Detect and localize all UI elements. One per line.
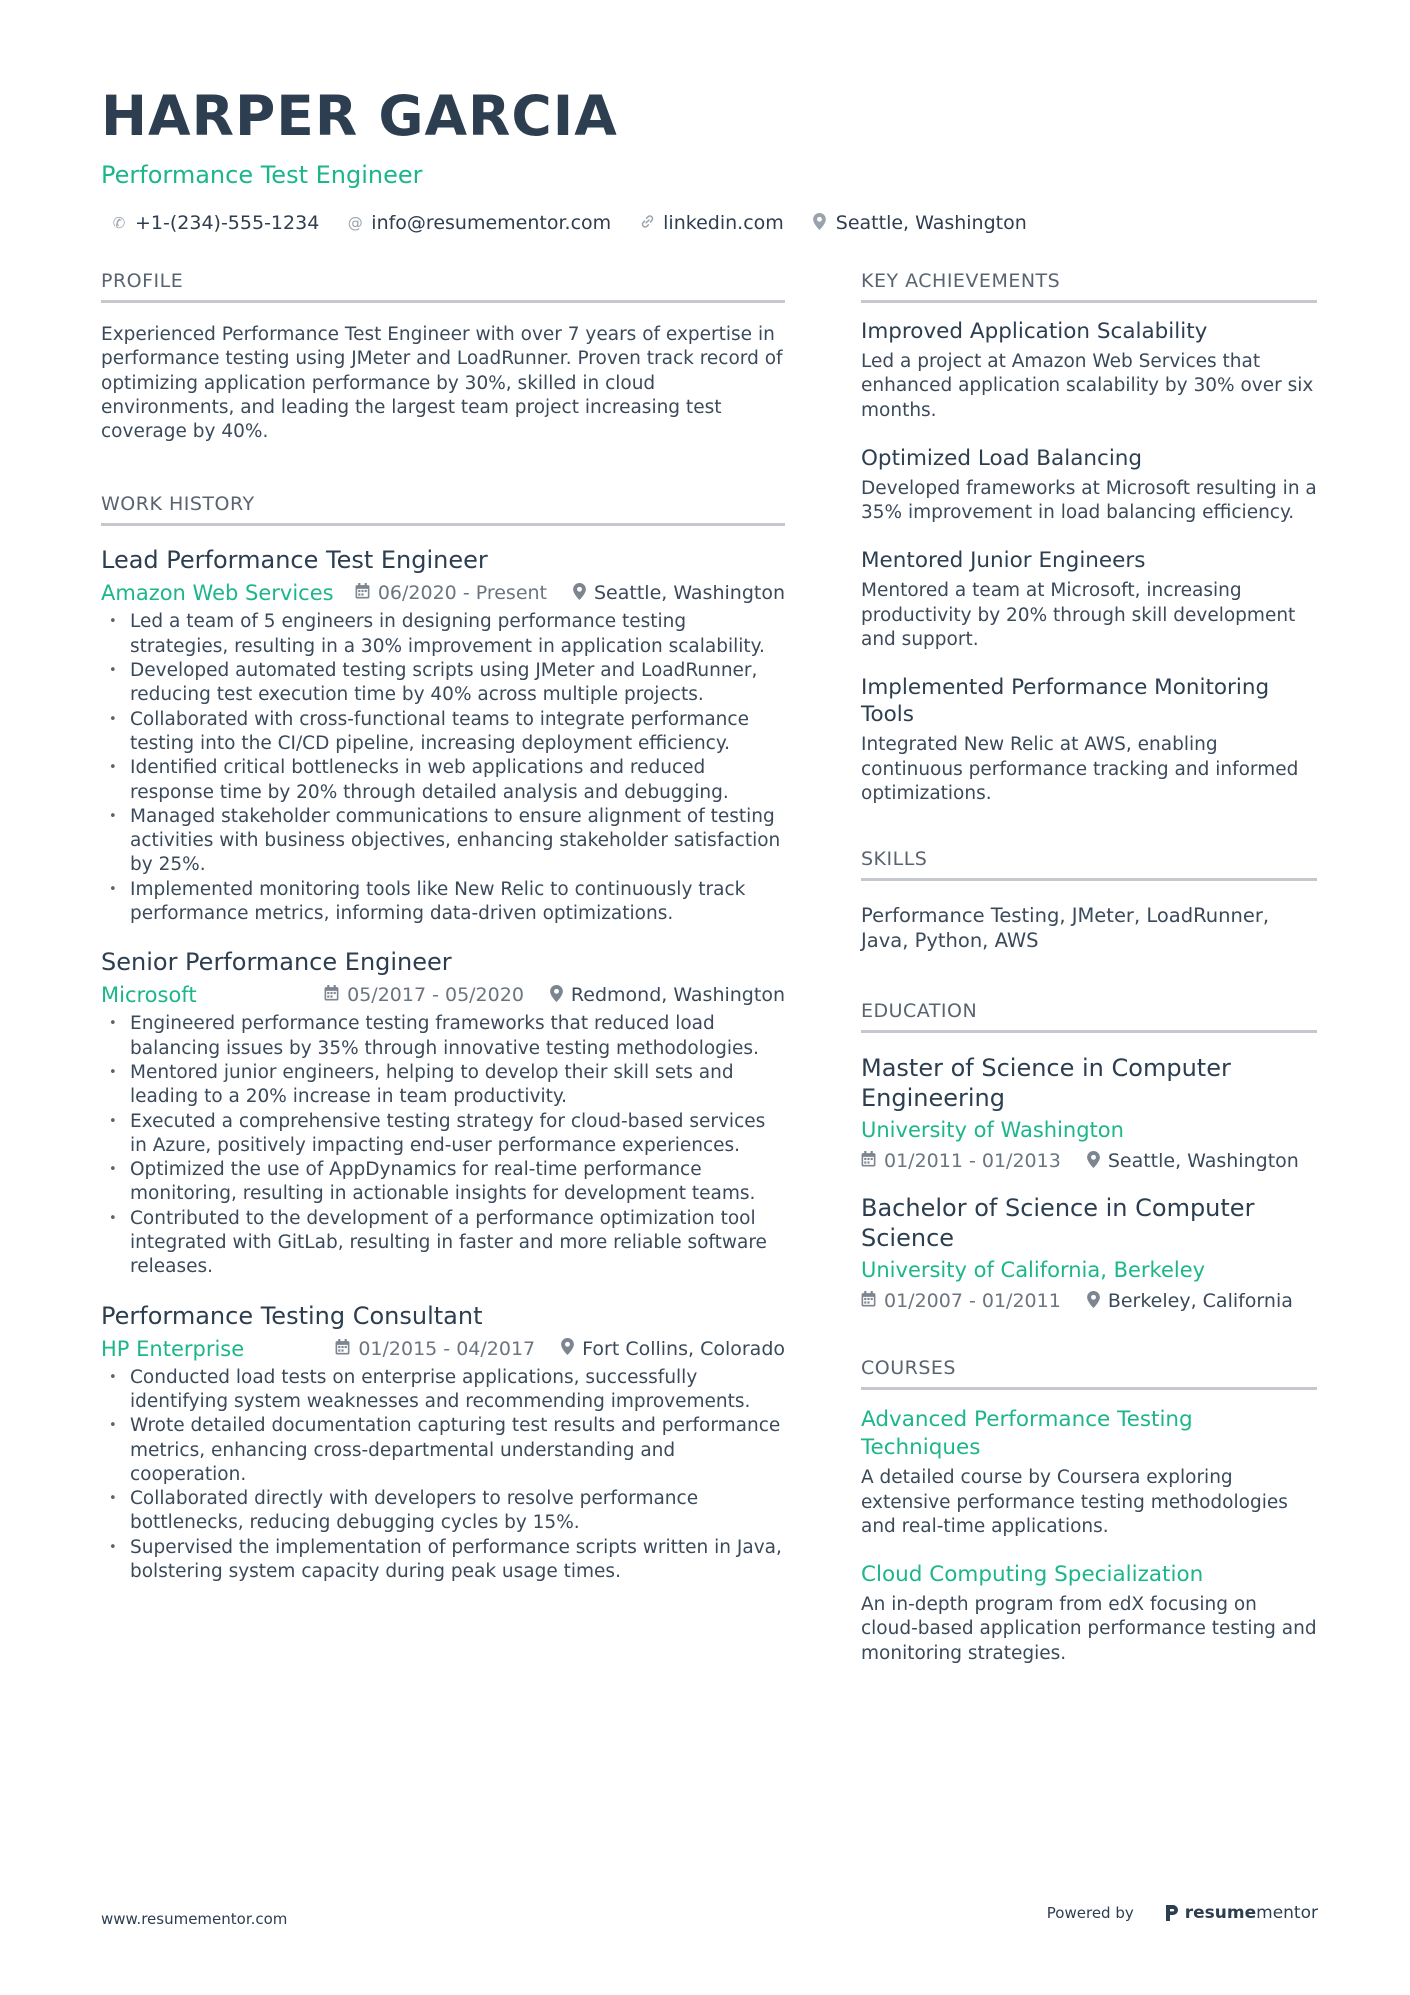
job-location-group [561, 1338, 785, 1360]
job-title: Senior Performance Engineer [101, 948, 452, 977]
left-column [101, 268, 785, 1584]
education-meta [861, 1287, 1317, 1315]
profile-summary: Experienced Performance Test Engineer with over 7 years of expertise in performance testing using JMeter and LoadRunner. Proven track record of optimizing application performance by 30%, skilled in cloud environments, and leading the largest team project increasing test coverage by 40%. [101, 324, 783, 443]
education-location: Berkeley, California [1107, 1290, 1293, 1313]
job-dates-group [335, 1338, 535, 1360]
course-title: Cloud Computing Specialization [861, 1562, 1204, 1588]
bullet-item: • Executed a comprehensive testing strategy for cloud-based services in Azure, positively impacting end-user performance experiences. [101, 1110, 785, 1159]
job-dates: 06/2020 - Present [377, 582, 547, 605]
brand-name-light: mentor [1256, 1903, 1318, 1923]
bullet-item: • Engineered performance testing frameworks that reduced load balancing issues by 35% through innovative testing methodologies. [101, 1012, 785, 1061]
bullet-item: • Implemented monitoring tools like New Relic to continuously track performance metrics, informing data-driven optimizations. [101, 878, 785, 927]
education-heading: EDUCATION [861, 998, 1317, 1033]
company-name: Amazon Web Services [101, 581, 334, 606]
link-icon [637, 214, 657, 233]
achievement-text: Integrated New Relic at AWS, enabling continuous performance tracking and informed optimizations. [861, 734, 1299, 804]
education-dates-group [861, 1290, 1061, 1312]
achievement-text: Led a project at Amazon Web Services that enhanced application scalability by 30% over six months. [861, 351, 1314, 421]
location-pin-icon [573, 583, 586, 604]
job-meta [101, 579, 785, 607]
job-title: Performance Testing Consultant [101, 1301, 483, 1330]
bullet-item: • Managed stakeholder communications to ensure alignment of testing activities with business objectives, enhancing stakeholder satisfaction by 25%. [101, 805, 785, 878]
job-dates: 01/2015 - 04/2017 [358, 1337, 536, 1360]
calendar-icon [861, 1151, 876, 1171]
job-title: Lead Performance Test Engineer [101, 546, 488, 575]
job-list [101, 545, 785, 1584]
location-pin-icon [1087, 1291, 1100, 1312]
work-history-heading: WORK HISTORY [101, 491, 785, 526]
location-text: Seattle, Washington [835, 212, 1027, 234]
brand-name-bold: resume [1184, 1903, 1257, 1923]
calendar-icon [355, 583, 370, 603]
achievement-item [861, 445, 1317, 526]
job-entry [101, 1301, 785, 1585]
education-dates-group [861, 1150, 1061, 1172]
job-meta [101, 981, 785, 1009]
education-section [861, 998, 1317, 1315]
right-column [861, 268, 1317, 1666]
achievements-section [861, 268, 1317, 806]
powered-by-label: Powered by [1046, 1904, 1134, 1922]
brand-mark-icon [1164, 1903, 1180, 1923]
contact-linkedin[interactable] [637, 212, 784, 234]
job-dates-group [355, 582, 547, 604]
bullet-item: • Collaborated directly with developers to resolve performance bottlenecks, reducing debugging cycles by 15%. [101, 1487, 785, 1536]
achievement-title: Optimized Load Balancing [861, 445, 1143, 471]
degree-title: Master of Science in Computer Engineering [861, 1054, 1231, 1113]
school-name: University of Washington [861, 1118, 1124, 1143]
course-text: A detailed course by Coursera exploring extensive performance testing methodologies and real-time applications. [861, 1467, 1288, 1537]
location-pin-icon [1087, 1151, 1100, 1172]
education-item [861, 1053, 1317, 1175]
courses-heading: COURSES [861, 1355, 1317, 1390]
bullet-item: • Developed automated testing scripts using JMeter and LoadRunner, reducing test execution time by 40% across multiple projects. [101, 659, 785, 708]
achievement-item [861, 674, 1317, 806]
skills-section [861, 846, 1317, 953]
resume-header [101, 82, 1321, 238]
candidate-role: Performance Test Engineer [101, 161, 423, 189]
job-bullets [101, 1012, 785, 1279]
location-pin-icon [810, 213, 830, 234]
job-dates: 05/2017 - 05/2020 [347, 984, 524, 1007]
education-dates: 01/2011 - 01/2013 [884, 1150, 1061, 1173]
courses-section [861, 1355, 1317, 1666]
education-meta [861, 1147, 1317, 1175]
course-text: An in-depth program from edX focusing on cloud-based application performance testing and monitoring strategies. [861, 1594, 1317, 1664]
achievement-item [861, 547, 1317, 652]
course-list [861, 1406, 1317, 1666]
education-location-group [1087, 1290, 1293, 1312]
calendar-icon [324, 985, 339, 1005]
bullet-item: • Mentored junior engineers, helping to develop their skill sets and leading to a 20% increase in team productivity. [101, 1061, 785, 1110]
job-meta-right [324, 984, 785, 1006]
bullet-item: • Wrote detailed documentation capturing test results and performance metrics, enhancing cross-departmental understanding and cooperation. [101, 1414, 785, 1487]
school-name: University of California, Berkeley [861, 1258, 1206, 1283]
bullet-item: • Collaborated with cross-functional teams to integrate performance testing into the CI/CD pipeline, increasing deployment efficiency. [101, 708, 785, 757]
job-location-group [573, 582, 785, 604]
job-meta-right [335, 1338, 785, 1360]
candidate-name: HARPER GARCIA [101, 84, 618, 148]
profile-heading: PROFILE [101, 268, 785, 303]
work-history-section [101, 491, 785, 1584]
skills-text: Performance Testing, JMeter, LoadRunner, Java, Python, AWS [861, 904, 1270, 953]
job-entry [101, 545, 785, 926]
company-name: Microsoft [101, 983, 197, 1008]
achievement-text: Mentored a team at Microsoft, increasing productivity by 20% through skill development and support. [861, 580, 1296, 651]
job-bullets [101, 610, 785, 926]
job-dates-group [324, 984, 524, 1006]
calendar-icon [861, 1291, 876, 1311]
education-location-group [1087, 1150, 1299, 1172]
job-meta [101, 1335, 785, 1363]
degree-title: Bachelor of Science in Computer Science [861, 1194, 1255, 1253]
profile-section [101, 268, 785, 444]
achievement-title: Mentored Junior Engineers [861, 548, 1146, 574]
contact-row [101, 208, 1321, 238]
footer-branding [1047, 1903, 1318, 1923]
location-pin-icon [550, 985, 563, 1006]
bullet-item: • Contributed to the development of a performance optimization tool integrated with GitLab, resulting in faster and more reliable software releases. [101, 1207, 785, 1280]
brand-logo[interactable] [1164, 1903, 1318, 1923]
course-item [861, 1561, 1317, 1666]
job-entry [101, 947, 785, 1279]
calendar-icon [335, 1339, 350, 1359]
contact-phone [109, 212, 319, 234]
achievement-title: Improved Application Scalability [861, 319, 1208, 344]
job-location: Redmond, Washington [570, 984, 785, 1007]
achievement-title: Implemented Performance Monitoring Tools [861, 675, 1270, 728]
linkedin-text[interactable]: linkedin.com [663, 212, 784, 234]
job-location: Fort Collins, Colorado [582, 1337, 785, 1360]
job-bullets [101, 1366, 785, 1585]
company-name: HP Enterprise [101, 1336, 245, 1361]
job-location-group [550, 984, 785, 1006]
footer-website[interactable]: www.resumementor.com [101, 1910, 288, 1928]
course-item [861, 1406, 1317, 1539]
email-text[interactable]: info@resumementor.com [371, 212, 612, 234]
education-dates: 01/2007 - 01/2011 [884, 1290, 1061, 1313]
achievement-text: Developed frameworks at Microsoft resulting in a 35% improvement in load balancing efficiency. [861, 477, 1317, 524]
contact-email[interactable] [345, 212, 611, 234]
phone-text: +1-(234)-555-1234 [135, 212, 320, 234]
education-list [861, 1053, 1317, 1315]
job-location: Seattle, Washington [594, 582, 785, 605]
education-location: Seattle, Washington [1107, 1150, 1299, 1173]
achievement-list [861, 318, 1317, 806]
job-meta-right [355, 582, 785, 604]
location-pin-icon [561, 1338, 574, 1359]
at-icon: @ [347, 214, 363, 232]
bullet-item: • Identified critical bottlenecks in web applications and reduced response time by 20% through detailed analysis and debugging. [101, 756, 785, 805]
bullet-item: • Led a team of 5 engineers in designing performance testing strategies, resulting in a 30% improvement in application scalability. [101, 610, 785, 659]
education-item [861, 1193, 1317, 1315]
course-title: Advanced Performance Testing Techniques [861, 1407, 1193, 1461]
contact-location [810, 212, 1027, 234]
skills-heading: SKILLS [861, 846, 1317, 881]
bullet-item: • Supervised the implementation of performance scripts written in Java, bolstering system capacity during peak usage times. [101, 1536, 785, 1585]
phone-icon: ✆ [112, 214, 126, 232]
bullet-item: • Conducted load tests on enterprise applications, successfully identifying system weaknesses and recommending improvements. [101, 1366, 785, 1415]
achievement-item [861, 318, 1317, 423]
achievements-heading: KEY ACHIEVEMENTS [861, 268, 1317, 303]
bullet-item: • Optimized the use of AppDynamics for real-time performance monitoring, resulting in actionable insights for development teams. [101, 1158, 785, 1207]
